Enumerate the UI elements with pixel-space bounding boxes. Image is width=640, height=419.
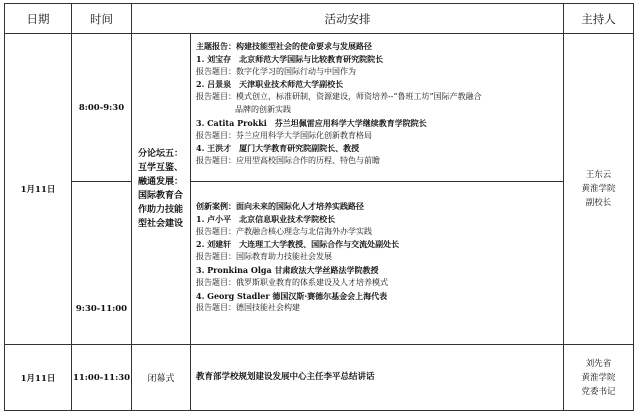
header-row	[5, 4, 634, 34]
date-cell: 1月11日	[5, 34, 72, 345]
date-cell: 1月11日	[5, 345, 72, 411]
report-topic: 报告题目：德国技能社会构建	[196, 303, 300, 313]
closing-ceremony-label: 闭幕式	[132, 345, 191, 411]
speaker: 4. Georg Stadler 德国汉斯·赛德尔基金会上海代表	[196, 290, 388, 301]
closing-activity: 教育部学校规划建设发展中心主任李平总结讲话	[191, 345, 564, 411]
session-title: 主题报告：构建技能型社会的使命要求与发展路径	[196, 41, 372, 51]
schedule-table	[4, 3, 634, 411]
report-topic: 报告题目：数字化学习的国际行动与中国作为	[196, 66, 356, 76]
time-cell: 9:30-11:00	[72, 182, 132, 345]
forum-title-cell: 分论坛五： 互学互鉴、 融通发展： 国际教育合 作助力技能 型社会建设	[132, 34, 191, 345]
host-cell: 刘先省 黄淮学院 党委书记	[564, 345, 634, 411]
speaker: 3. Pronkina Olga 甘肃政法大学丝路法学院教授	[196, 264, 379, 275]
speaker: 1. 卢小平 北京信息职业技术学院校长	[196, 213, 336, 224]
report-topic: 报告题目：应用型高校国际合作的历程、特色与前瞻	[196, 156, 380, 166]
report-topic: 报告题目：国际教育助力技能社会发展	[196, 252, 332, 262]
report-topic: 报告题目：模式创立，标准研制，资源建设，师资培养--“鲁班工坊”国际产教融合	[196, 92, 482, 102]
time-cell: 8:00-9:30	[72, 34, 132, 182]
report-topic: 报告题目：产教融合核心理念与北信海外办学实践	[196, 226, 372, 236]
speaker: 2. 刘建轩 大连理工大学教授、国际合作与交流处副处长	[196, 239, 400, 250]
header-host: 主持人	[564, 4, 634, 34]
header-time: 时间	[72, 4, 132, 34]
speaker: 1. 刘宝存 北京师范大学国际与比较教育研究院院长	[196, 53, 384, 64]
speaker: 3. Catita Prokki 芬兰坦佩雷应用科学大学继续教育学院院长	[196, 117, 427, 128]
report-topic: 报告题目：俄罗斯职业教育的体系建设及人才培养模式	[196, 277, 388, 287]
report-topic-cont: 品牌的创新实践	[235, 104, 291, 114]
session-title: 创新案例：面向未来的国际化人才培养实践路径	[196, 201, 364, 211]
header-activity: 活动安排	[132, 4, 564, 34]
activity-cell-cases	[191, 182, 564, 345]
table-row	[5, 34, 634, 182]
header-date: 日期	[5, 4, 72, 34]
time-cell: 11:00-11:30	[72, 345, 132, 411]
table-row	[5, 345, 634, 411]
speaker: 2. 吕景泉 天津职业技术师范大学副校长	[196, 79, 344, 90]
table-row	[5, 182, 634, 345]
activity-cell-keynote	[191, 34, 564, 182]
host-cell: 王东云 黄淮学院 副校长	[564, 34, 634, 345]
speaker: 4. 王洪才 厦门大学教育研究院副院长、教授	[196, 143, 360, 154]
report-topic: 报告题目：芬兰应用科学大学国际化创新教育格局	[196, 130, 372, 140]
